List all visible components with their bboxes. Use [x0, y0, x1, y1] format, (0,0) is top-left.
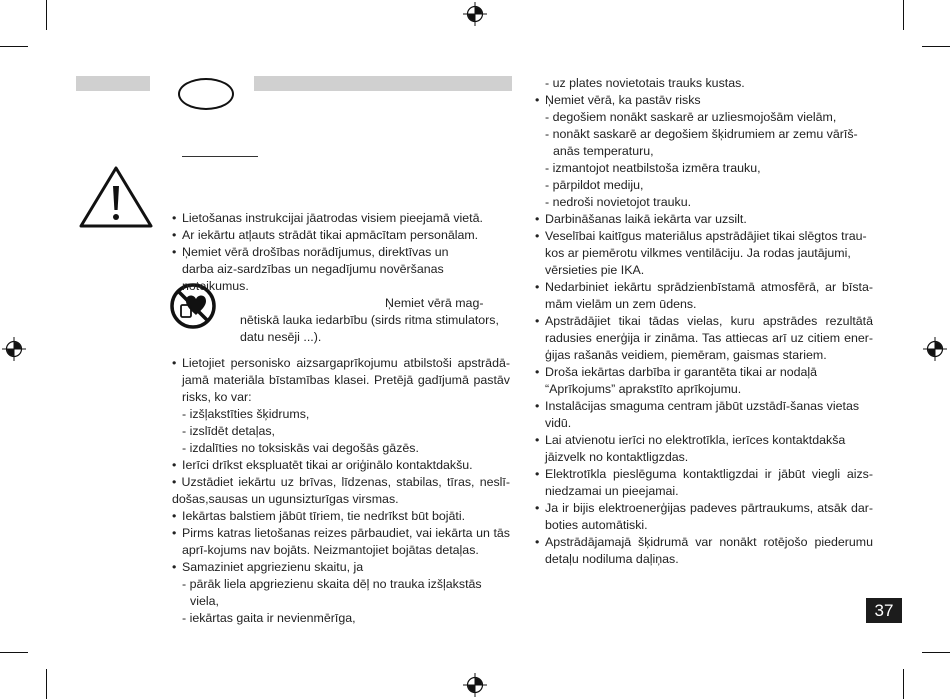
registration-mark-icon — [923, 337, 947, 361]
list-item: • Ņemiet vērā, ka pastāv risks — [535, 92, 873, 109]
list-item: - iekārtas gaita ir nevienmērīga, — [182, 611, 356, 625]
crop-mark-top-right-h — [922, 46, 950, 47]
list-item: • Darbināšanas laikā iekārta var uzsilt. — [535, 211, 873, 228]
list-item: • Elektrotīkla pieslēguma kontaktligzdai ir jābūt viegli aizs-niedzamai un pieejamai. — [535, 466, 873, 500]
list-item: • Ar iekārtu atļauts strādāt tikai apmācītam personālam. — [172, 227, 510, 244]
list-item: • Ņemiet vērā drošības norādījumus, direktīvas un darba aiz-sardzības un negadījumu novēršanas noteikumus. — [172, 244, 510, 295]
list-item: • Lietojiet personisko aizsargaprīkojumu atbilstoši apstrādā-jamā materiāla bīstamības klasei. Pretējā gadījumā pastāv risks, ko var: — [172, 355, 510, 406]
list-item: - izmantojot neatbilstoša izmēra trauku, — [545, 161, 761, 175]
crop-mark-bottom-right-h — [922, 652, 950, 653]
list-item: - izšļakstīties šķidrums, — [182, 407, 310, 421]
crop-mark-bottom-left-h — [0, 652, 28, 653]
list-item: • Lai atvienotu ierīci no elektrotīkla, ierīces kontaktdakša jāizvelk no kontaktligzdas. — [535, 432, 873, 466]
list-item: • Iekārtas balstiem jābūt tīriem, tie nedrīkst būt bojāti. — [172, 508, 510, 525]
crop-mark-top-left-v — [46, 0, 47, 30]
registration-mark-icon — [463, 673, 487, 697]
pacemaker-note-line: datu nesēji ...). — [240, 330, 322, 344]
list-item: • Ierīci drīkst ekspluatēt tikai ar oriģinālo kontaktdakšu. — [172, 457, 510, 474]
list-item: • Pirms katras lietošanas reizes pārbaudiet, vai iekārta un tās aprī-kojums nav bojāts. Neizmantojiet bojātas detaļas. — [172, 525, 510, 559]
list-item: - uz plates novietotais trauks kustas. — [545, 76, 745, 90]
list-item: • Samaziniet apgriezienu skaitu, ja — [172, 559, 510, 576]
list-item: - nedroši novietojot trauku. — [545, 195, 692, 209]
list-item: • Nedarbiniet iekārtu sprādzienbīstamā atmosfērā, ar bīsta-mām vielām un zem ūdens. — [535, 279, 873, 313]
list-item: • Instalācijas smaguma centram jābūt uzstādī-šanas vietas vidū. — [535, 398, 873, 432]
language-oval — [178, 78, 234, 110]
list-item: • Ja ir bijis elektroenerģijas padeves pārtraukums, atsāk dar-boties automātiski. — [535, 500, 873, 534]
list-item: - pārpildot mediju, — [545, 178, 644, 192]
pacemaker-note — [240, 295, 510, 346]
section-rule — [182, 156, 258, 157]
crop-mark-top-right-v — [903, 0, 904, 30]
crop-mark-bottom-right-v — [903, 669, 904, 699]
list-item: • Apstrādājamajā šķidrumā var nonākt rotējošo piederumu detaļu nodiluma daļiņas. — [535, 534, 873, 568]
list-item: • Veselībai kaitīgus materiālus apstrādājiet tikai slēgtos trau-kos ar piemērotu vilkmes ventilāciju. Ja rodas jautājumi, vērsieties pie IKA. — [535, 228, 873, 279]
list-item: - izdalīties no toksiskās vai degošās gāzēs. — [182, 441, 419, 455]
registration-mark-icon — [463, 2, 487, 26]
warning-triangle-icon — [77, 164, 155, 230]
list-item: • Droša iekārtas darbība ir garantēta tikai ar nodaļā “Aprīkojums” aprakstīto aprīkojumu. — [535, 364, 873, 398]
pacemaker-note-line: nētiskā lauka iedarbību (sirds ritma stimulators, — [240, 313, 499, 327]
list-item: - pārāk liela apgriezienu skaita dēļ no trauka izšļakstās viela, — [182, 577, 482, 608]
list-item: - degošiem nonākt saskarē ar uzliesmojošām vielām, — [545, 110, 837, 124]
left-column — [172, 210, 510, 627]
header-bar-left — [76, 76, 150, 91]
list-item: - izslīdēt detaļas, — [182, 424, 275, 438]
registration-mark-icon — [2, 337, 26, 361]
page-number: 37 — [866, 598, 902, 623]
list-item: • Apstrādājiet tikai tādas vielas, kuru apstrādes rezultātā radusies enerģija ir zināma. Tas attiecas arī uz citiem ener-ģijas rašanās veidiem, piemēram, gaismas stariem. — [535, 313, 873, 364]
crop-mark-top-left-h — [0, 46, 28, 47]
right-column — [535, 75, 873, 568]
pacemaker-note-line: Ņemiet vērā mag- — [385, 296, 484, 310]
list-item: - nonākt saskarē ar degošiem šķidrumiem ar zemu vārīš-anās temperaturu, — [545, 127, 858, 158]
list-item: • Lietošanas instrukcijai jāatrodas visiem pieejamā vietā. — [172, 210, 510, 227]
crop-mark-bottom-left-v — [46, 669, 47, 699]
list-item: • Uzstādiet iekārtu uz brīvas, līdzenas, stabilas, tīras, neslī-došas,sausas un ugunsizturīgas virsmas. — [172, 475, 510, 506]
header-bar-right — [254, 76, 512, 91]
